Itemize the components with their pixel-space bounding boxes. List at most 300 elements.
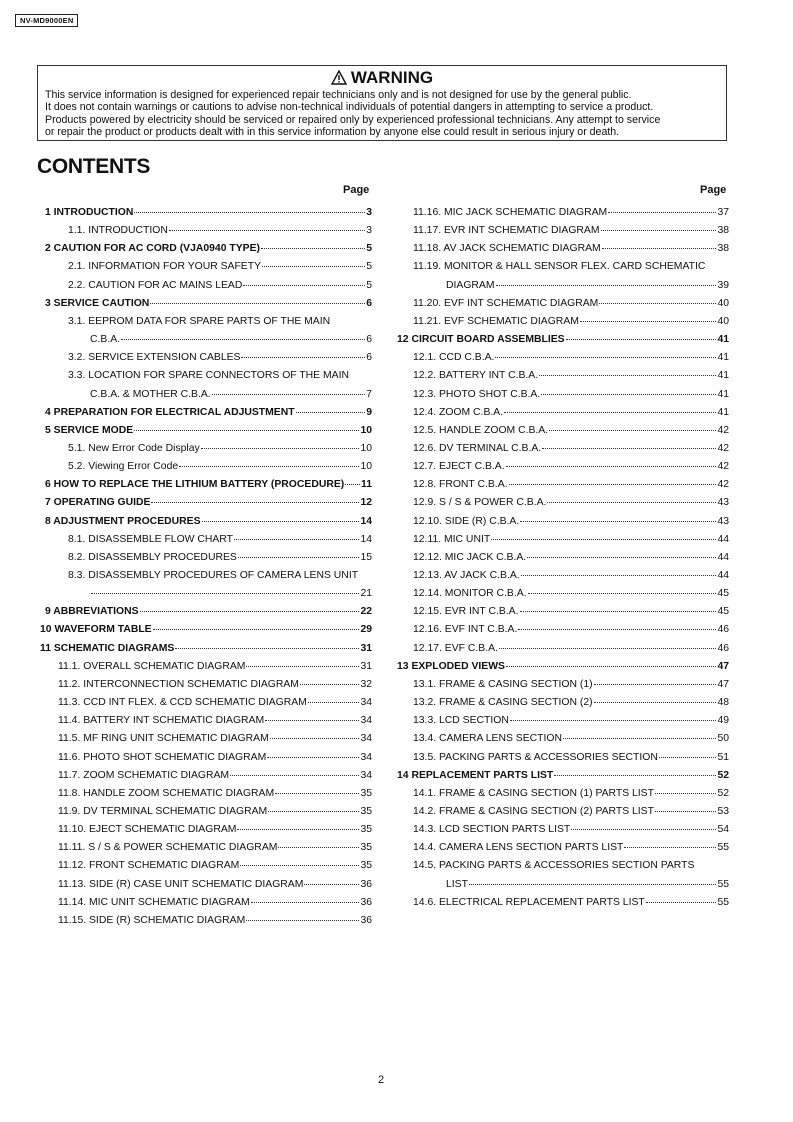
toc-entry-label: 11.19. MONITOR & HALL SENSOR FLEX. CARD SCHEMATIC bbox=[413, 261, 706, 273]
toc-entry-page: 35 bbox=[360, 787, 372, 799]
toc-leader-dots bbox=[499, 648, 717, 649]
toc-leader-dots bbox=[262, 266, 365, 267]
toc-entry-page: 34 bbox=[360, 733, 372, 745]
toc-entry-page: 42 bbox=[717, 461, 729, 473]
toc-entry-label: 12.13. AV JACK C.B.A. bbox=[413, 570, 520, 581]
toc-leader-dots bbox=[175, 648, 359, 649]
toc-entry[interactable] bbox=[58, 897, 372, 908]
toc-leader-dots bbox=[655, 793, 716, 794]
toc-entry-label: 5.1. New Error Code Display bbox=[68, 442, 200, 454]
toc-entry-label: 13.5. PACKING PARTS & ACCESSORIES SECTION bbox=[413, 751, 658, 763]
toc-entry-page: 21 bbox=[360, 588, 372, 600]
toc-entry-label: 12.7. EJECT C.B.A. bbox=[413, 461, 505, 473]
toc-entry[interactable] bbox=[68, 443, 372, 454]
toc-entry[interactable] bbox=[68, 280, 372, 291]
toc-entry[interactable] bbox=[45, 243, 372, 254]
toc-entry[interactable] bbox=[58, 915, 372, 926]
toc-entry[interactable] bbox=[413, 370, 729, 381]
toc-leader-dots bbox=[240, 865, 359, 866]
toc-entry-label: 12.12. MIC JACK C.B.A. bbox=[413, 551, 527, 563]
toc-leader-dots bbox=[134, 430, 359, 431]
toc-leader-dots bbox=[566, 339, 717, 340]
toc-entry-page: 34 bbox=[360, 751, 372, 763]
toc-entry-page: 47 bbox=[717, 678, 729, 690]
toc-entry[interactable] bbox=[413, 788, 729, 799]
toc-entry-label: 5 SERVICE MODE bbox=[45, 424, 134, 436]
toc-entry-page: 39 bbox=[717, 279, 729, 291]
toc-entry-label: 11.9. DV TERMINAL SCHEMATIC DIAGRAM bbox=[58, 805, 268, 817]
toc-entry-label: 12.9. S / S & POWER C.B.A. bbox=[413, 497, 547, 509]
toc-entry[interactable] bbox=[413, 461, 729, 472]
toc-entry-page: 50 bbox=[717, 733, 729, 745]
toc-entry-label: 11.11. S / S & POWER SCHEMATIC DIAGRAM bbox=[58, 842, 278, 854]
toc-entry-page: 45 bbox=[717, 588, 729, 600]
toc-entry[interactable] bbox=[413, 479, 729, 490]
toc-entry-page: 11 bbox=[361, 479, 372, 491]
toc-entry-page: 42 bbox=[717, 424, 729, 436]
toc-leader-dots bbox=[469, 884, 716, 885]
toc-leader-dots bbox=[539, 375, 716, 376]
toc-entry-page: 46 bbox=[717, 642, 729, 654]
page-number: 2 bbox=[378, 1074, 385, 1086]
toc-entry[interactable] bbox=[413, 588, 729, 599]
toc-leader-dots bbox=[608, 212, 716, 213]
toc-entry-label: 11.20. EVF INT SCHEMATIC DIAGRAM bbox=[413, 297, 599, 309]
toc-entry-page: 3 bbox=[366, 225, 372, 237]
toc-entry-label: 2.2. CAUTION FOR AC MAINS LEAD bbox=[68, 279, 243, 291]
toc-leader-dots bbox=[549, 430, 716, 431]
toc-entry[interactable] bbox=[413, 497, 729, 508]
toc-entry[interactable] bbox=[68, 261, 372, 272]
toc-leader-dots bbox=[345, 484, 360, 485]
toc-entry-page: 14 bbox=[360, 515, 372, 527]
toc-leader-dots bbox=[91, 593, 359, 594]
toc-leader-dots bbox=[624, 847, 716, 848]
toc-entry[interactable] bbox=[68, 552, 372, 563]
toc-entry[interactable] bbox=[413, 534, 729, 545]
toc-entry-page: 35 bbox=[360, 805, 372, 817]
toc-entry[interactable] bbox=[413, 624, 729, 635]
toc-entry-page: 34 bbox=[360, 769, 372, 781]
toc-leader-dots bbox=[659, 757, 717, 758]
toc-leader-dots bbox=[506, 466, 717, 467]
toc-entry-label: 11.5. MF RING UNIT SCHEMATIC DIAGRAM bbox=[58, 733, 269, 745]
toc-entry-page: 6 bbox=[366, 352, 372, 364]
toc-entry-page: 12 bbox=[360, 497, 372, 509]
toc-entry[interactable] bbox=[45, 606, 372, 617]
toc-entry-page: 52 bbox=[717, 787, 729, 799]
toc-leader-dots bbox=[496, 285, 717, 286]
toc-leader-dots bbox=[300, 684, 360, 685]
toc-leader-dots bbox=[510, 720, 717, 721]
toc-entry-page: 42 bbox=[717, 479, 729, 491]
toc-entry-label: 14.2. FRAME & CASING SECTION (2) PARTS LIST bbox=[413, 805, 654, 817]
toc-entry-page: 51 bbox=[717, 751, 729, 763]
toc-entry-label: 9 ABBREVIATIONS bbox=[45, 606, 139, 618]
toc-entry-page: 36 bbox=[360, 878, 372, 890]
toc-entry[interactable] bbox=[40, 624, 372, 635]
toc-entry-label: 12.8. FRONT C.B.A. bbox=[413, 479, 508, 491]
toc-leader-dots bbox=[554, 775, 716, 776]
toc-entry-label: 12.15. EVR INT C.B.A. bbox=[413, 606, 519, 618]
toc-entry-label: 14.3. LCD SECTION PARTS LIST bbox=[413, 824, 571, 836]
toc-entry-label: 12.5. HANDLE ZOOM C.B.A. bbox=[413, 424, 549, 436]
toc-entry[interactable] bbox=[397, 770, 729, 781]
toc-leader-dots bbox=[506, 666, 716, 667]
toc-leader-dots bbox=[296, 412, 366, 413]
toc-entry-label: C.B.A. & MOTHER C.B.A. bbox=[90, 388, 211, 400]
toc-entry-page: 34 bbox=[360, 715, 372, 727]
toc-entry-page: 53 bbox=[717, 805, 729, 817]
toc-entry[interactable] bbox=[58, 715, 372, 726]
toc-entry-label: 12.10. SIDE (R) C.B.A. bbox=[413, 515, 520, 527]
toc-leader-dots bbox=[518, 629, 716, 630]
toc-entry[interactable] bbox=[413, 225, 729, 236]
toc-entry-label: 8 ADJUSTMENT PROCEDURES bbox=[45, 515, 201, 527]
toc-entry-page: 44 bbox=[717, 551, 729, 563]
toc-entry-page: 5 bbox=[366, 243, 372, 255]
toc-entry[interactable] bbox=[58, 806, 372, 817]
toc-entry-page: 5 bbox=[366, 261, 372, 273]
toc-leader-dots bbox=[243, 285, 365, 286]
toc-leader-dots bbox=[655, 811, 716, 812]
toc-entry[interactable] bbox=[413, 733, 729, 744]
toc-entry-page: 44 bbox=[717, 570, 729, 581]
toc-entry[interactable] bbox=[413, 425, 729, 436]
toc-entry-label: 14.5. PACKING PARTS & ACCESSORIES SECTION PARTS bbox=[413, 860, 695, 872]
toc-entry-page: 9 bbox=[366, 406, 372, 418]
toc-leader-dots bbox=[594, 702, 717, 703]
toc-entry[interactable] bbox=[58, 879, 372, 890]
toc-entry[interactable] bbox=[413, 516, 729, 527]
toc-entry[interactable] bbox=[413, 860, 729, 871]
toc-entry-label: 11.4. BATTERY INT SCHEMATIC DIAGRAM bbox=[58, 715, 265, 727]
toc-entry[interactable] bbox=[45, 298, 372, 309]
toc-entry-label: 13.3. LCD SECTION bbox=[413, 715, 509, 727]
toc-leader-dots bbox=[547, 502, 716, 503]
toc-entry-label: 14.1. FRAME & CASING SECTION (1) PARTS LIST bbox=[413, 787, 654, 799]
toc-entry-label: 10 WAVEFORM TABLE bbox=[40, 624, 152, 636]
toc-entry-label: 6 HOW TO REPLACE THE LITHIUM BATTERY (PROCEDURE) bbox=[45, 479, 345, 491]
toc-entry-page: 41 bbox=[717, 334, 729, 346]
contents-title: CONTENTS bbox=[37, 155, 151, 178]
toc-entry[interactable] bbox=[90, 334, 372, 345]
toc-leader-dots bbox=[520, 521, 716, 522]
toc-leader-dots bbox=[308, 702, 360, 703]
toc-leader-dots bbox=[509, 484, 717, 485]
toc-leader-dots bbox=[599, 303, 716, 304]
toc-entry-page: 41 bbox=[717, 370, 729, 382]
toc-entry-page: 29 bbox=[360, 624, 372, 636]
toc-entry-label: LIST bbox=[446, 878, 468, 890]
toc-entry[interactable] bbox=[58, 697, 372, 708]
toc-leader-dots bbox=[495, 357, 716, 358]
toc-entry[interactable] bbox=[413, 407, 729, 418]
toc-leader-dots bbox=[246, 920, 359, 921]
toc-entry-page: 44 bbox=[717, 533, 729, 545]
toc-leader-dots bbox=[150, 303, 365, 304]
toc-entry-label: 12.11. MIC UNIT bbox=[413, 533, 491, 545]
toc-entry-label: 4 PREPARATION FOR ELECTRICAL ADJUSTMENT bbox=[45, 406, 295, 418]
toc-entry-page: 45 bbox=[717, 606, 729, 618]
toc-entry-page: 10 bbox=[360, 461, 372, 473]
toc-entry[interactable] bbox=[45, 479, 372, 490]
toc-entry[interactable] bbox=[413, 643, 729, 654]
toc-entry-label: 8.2. DISASSEMBLY PROCEDURES bbox=[68, 551, 237, 563]
toc-entry-page: 41 bbox=[717, 406, 729, 418]
toc-entry-page: 54 bbox=[717, 824, 729, 836]
toc-entry-page: 55 bbox=[717, 896, 729, 908]
toc-entry[interactable] bbox=[68, 316, 372, 327]
toc-leader-dots bbox=[602, 248, 717, 249]
toc-entry[interactable] bbox=[413, 824, 729, 835]
toc-entry-label: 12.17. EVF C.B.A. bbox=[413, 642, 498, 654]
warning-line: or repair the product or products dealt with in this service information by anyone else could result in serious injury or death. bbox=[45, 126, 620, 139]
toc-entry-label: 12.1. CCD C.B.A. bbox=[413, 352, 495, 364]
toc-entry-page: 36 bbox=[360, 896, 372, 908]
toc-entry-label: 1 INTRODUCTION bbox=[45, 207, 134, 218]
toc-entry[interactable] bbox=[413, 806, 729, 817]
right-page-header: Page bbox=[700, 184, 727, 196]
toc-entry-page: 35 bbox=[360, 824, 372, 836]
toc-entry-page: 38 bbox=[717, 243, 729, 255]
toc-entry-page: 6 bbox=[366, 297, 372, 309]
toc-entry[interactable] bbox=[413, 298, 729, 309]
toc-entry[interactable] bbox=[58, 788, 372, 799]
toc-entry-page: 49 bbox=[717, 715, 729, 727]
toc-leader-dots bbox=[304, 884, 359, 885]
toc-entry-label: 11.21. EVF SCHEMATIC DIAGRAM bbox=[413, 315, 579, 327]
toc-entry-label: 14.6. ELECTRICAL REPLACEMENT PARTS LIST bbox=[413, 896, 645, 908]
toc-leader-dots bbox=[265, 720, 359, 721]
toc-entry-label: 11.17. EVR INT SCHEMATIC DIAGRAM bbox=[413, 225, 600, 237]
toc-entry-page: 52 bbox=[717, 769, 729, 781]
toc-entry-page: 37 bbox=[717, 207, 729, 218]
toc-entry-label: 11.8. HANDLE ZOOM SCHEMATIC DIAGRAM bbox=[58, 787, 275, 799]
toc-entry-label: 11.12. FRONT SCHEMATIC DIAGRAM bbox=[58, 860, 240, 872]
toc-entry[interactable] bbox=[58, 860, 372, 871]
toc-entry[interactable] bbox=[90, 389, 372, 400]
toc-entry-page: 43 bbox=[717, 515, 729, 527]
toc-leader-dots bbox=[275, 793, 359, 794]
toc-leader-dots bbox=[230, 775, 359, 776]
toc-leader-dots bbox=[528, 593, 717, 594]
toc-leader-dots bbox=[594, 684, 717, 685]
toc-entry[interactable] bbox=[413, 207, 729, 218]
warning-box bbox=[37, 65, 727, 141]
toc-leader-dots bbox=[580, 321, 717, 322]
toc-entry[interactable] bbox=[68, 352, 372, 363]
toc-entry-page: 32 bbox=[360, 678, 372, 690]
toc-entry-label: 11.16. MIC JACK SCHEMATIC DIAGRAM bbox=[413, 207, 608, 218]
toc-leader-dots bbox=[541, 394, 716, 395]
toc-entry-page: 35 bbox=[360, 842, 372, 854]
toc-entry-page: 34 bbox=[360, 697, 372, 709]
toc-entry[interactable] bbox=[90, 588, 372, 599]
toc-entry[interactable] bbox=[446, 280, 729, 291]
toc-entry-page: 42 bbox=[717, 442, 729, 454]
warning-title bbox=[45, 68, 719, 88]
toc-entry-page: 41 bbox=[717, 352, 729, 364]
toc-entry-label: 11.14. MIC UNIT SCHEMATIC DIAGRAM bbox=[58, 896, 250, 908]
toc-entry[interactable] bbox=[413, 752, 729, 763]
toc-entry-page: 3 bbox=[366, 207, 372, 218]
toc-entry-page: 43 bbox=[717, 497, 729, 509]
toc-entry[interactable] bbox=[413, 261, 729, 272]
toc-entry-label: 13.2. FRAME & CASING SECTION (2) bbox=[413, 697, 593, 709]
toc-entry-label: 11.1. OVERALL SCHEMATIC DIAGRAM bbox=[58, 660, 246, 672]
toc-entry-label: 11 SCHEMATIC DIAGRAMS bbox=[40, 642, 175, 654]
toc-entry-label: 3 SERVICE CAUTION bbox=[45, 297, 150, 309]
toc-entry-page: 22 bbox=[360, 606, 372, 618]
toc-entry[interactable] bbox=[58, 752, 372, 763]
toc-entry[interactable] bbox=[397, 661, 729, 672]
toc-entry-label: 14.4. CAMERA LENS SECTION PARTS LIST bbox=[413, 842, 624, 854]
toc-entry-page: 38 bbox=[717, 225, 729, 237]
toc-entry[interactable] bbox=[413, 552, 729, 563]
toc-entry-page: 15 bbox=[360, 551, 372, 563]
toc-entry-label: 12.14. MONITOR C.B.A. bbox=[413, 588, 527, 600]
toc-entry-page: 46 bbox=[717, 624, 729, 636]
toc-entry[interactable] bbox=[413, 842, 729, 853]
toc-entry-page: 41 bbox=[717, 388, 729, 400]
toc-entry-page: 40 bbox=[717, 297, 729, 309]
toc-leader-dots bbox=[267, 757, 359, 758]
toc-entry-page: 31 bbox=[360, 660, 372, 672]
toc-entry-page: 5 bbox=[366, 279, 372, 291]
toc-entry[interactable] bbox=[40, 643, 372, 654]
toc-entry-page: 48 bbox=[717, 697, 729, 709]
toc-entry[interactable] bbox=[413, 443, 729, 454]
toc-entry[interactable] bbox=[413, 697, 729, 708]
toc-entry-label: 11.15. SIDE (R) SCHEMATIC DIAGRAM bbox=[58, 914, 246, 926]
toc-entry-label: 8.1. DISASSEMBLE FLOW CHART bbox=[68, 533, 233, 545]
toc-entry[interactable] bbox=[68, 570, 372, 581]
toc-entry-label: 13.1. FRAME & CASING SECTION (1) bbox=[413, 678, 593, 690]
toc-entry-label: 3.3. LOCATION FOR SPARE CONNECTORS OF THE MAIN bbox=[68, 370, 349, 382]
left-page-header: Page bbox=[343, 184, 370, 196]
toc-entry[interactable] bbox=[413, 715, 729, 726]
toc-leader-dots bbox=[491, 539, 716, 540]
toc-entry[interactable] bbox=[45, 207, 372, 218]
toc-leader-dots bbox=[140, 611, 360, 612]
toc-entry-page: 31 bbox=[360, 642, 372, 654]
toc-entry[interactable] bbox=[58, 733, 372, 744]
toc-leader-dots bbox=[278, 847, 359, 848]
toc-leader-dots bbox=[169, 230, 365, 231]
toc-entry-label: 2 CAUTION FOR AC CORD (VJA0940 TYPE) bbox=[45, 243, 260, 255]
toc-leader-dots bbox=[504, 412, 716, 413]
toc-leader-dots bbox=[268, 811, 359, 812]
toc-leader-dots bbox=[270, 738, 360, 739]
toc-leader-dots bbox=[521, 575, 717, 576]
toc-entry-label: 11.2. INTERCONNECTION SCHEMATIC DIAGRAM bbox=[58, 678, 299, 690]
toc-leader-dots bbox=[520, 611, 717, 612]
toc-entry[interactable] bbox=[413, 352, 729, 363]
toc-entry[interactable] bbox=[58, 679, 372, 690]
toc-entry-label: 13.4. CAMERA LENS SECTION bbox=[413, 733, 562, 745]
toc-entry[interactable] bbox=[413, 316, 729, 327]
warning-line: It does not contain warnings or cautions to advise non-technical individuals of potential dangers in attempting to service a product. bbox=[45, 101, 654, 114]
toc-entry[interactable] bbox=[68, 225, 372, 236]
warning-line: Products powered by electricity should be serviced or repaired only by experienced professional technicians. Any attempt to service bbox=[45, 113, 661, 126]
toc-leader-dots bbox=[601, 230, 717, 231]
toc-entry-label: 7 OPERATING GUIDE bbox=[45, 497, 151, 509]
toc-entry-label: 12.4. ZOOM C.B.A. bbox=[413, 406, 504, 418]
toc-entry[interactable] bbox=[413, 570, 729, 581]
toc-leader-dots bbox=[153, 629, 360, 630]
toc-entry-page: 14 bbox=[360, 533, 372, 545]
toc-entry[interactable] bbox=[397, 334, 729, 345]
toc-leader-dots bbox=[542, 448, 716, 449]
toc-leader-dots bbox=[237, 829, 359, 830]
toc-entry[interactable] bbox=[45, 407, 372, 418]
toc-entry-label: 11.18. AV JACK SCHEMATIC DIAGRAM bbox=[413, 243, 601, 255]
toc-entry[interactable] bbox=[446, 879, 729, 890]
toc-leader-dots bbox=[201, 448, 360, 449]
toc-entry-label: 11.10. EJECT SCHEMATIC DIAGRAM bbox=[58, 824, 237, 836]
toc-entry[interactable] bbox=[45, 516, 372, 527]
toc-leader-dots bbox=[246, 666, 359, 667]
toc-entry[interactable] bbox=[413, 243, 729, 254]
toc-entry-page: 10 bbox=[360, 424, 372, 436]
toc-entry[interactable] bbox=[413, 897, 729, 908]
toc-leader-dots bbox=[151, 502, 359, 503]
toc-entry-label: 12.3. PHOTO SHOT C.B.A. bbox=[413, 388, 541, 400]
toc-entry[interactable] bbox=[413, 389, 729, 400]
toc-entry[interactable] bbox=[68, 534, 372, 545]
toc-entry-page: 55 bbox=[717, 878, 729, 890]
toc-entry-page: 47 bbox=[717, 660, 729, 672]
toc-entry[interactable] bbox=[68, 370, 372, 381]
toc-entry-label: 11.3. CCD INT FLEX. & CCD SCHEMATIC DIAGRAM bbox=[58, 697, 307, 709]
toc-entry-page: 55 bbox=[717, 842, 729, 854]
toc-entry-page: 7 bbox=[366, 388, 372, 400]
toc-entry-label: 12.16. EVF INT C.B.A. bbox=[413, 624, 518, 636]
toc-entry-page: 6 bbox=[366, 334, 372, 346]
toc-entry-label: 5.2. Viewing Error Code bbox=[68, 461, 179, 473]
toc-entry[interactable] bbox=[413, 679, 729, 690]
toc-leader-dots bbox=[121, 339, 365, 340]
toc-entry[interactable] bbox=[58, 842, 372, 853]
toc-entry[interactable] bbox=[58, 770, 372, 781]
model-number: NV-MD9000EN bbox=[15, 14, 78, 27]
toc-leader-dots bbox=[234, 539, 359, 540]
toc-leader-dots bbox=[238, 557, 360, 558]
toc-entry[interactable] bbox=[68, 461, 372, 472]
toc-leader-dots bbox=[241, 357, 365, 358]
toc-entry-page: 10 bbox=[360, 442, 372, 454]
toc-leader-dots bbox=[202, 521, 360, 522]
toc-entry[interactable] bbox=[58, 824, 372, 835]
toc-leader-dots bbox=[179, 466, 359, 467]
toc-entry[interactable] bbox=[413, 606, 729, 617]
toc-entry-label: 8.3. DISASSEMBLY PROCEDURES OF CAMERA LENS UNIT bbox=[68, 570, 359, 581]
toc-entry-label: 12.2. BATTERY INT C.B.A. bbox=[413, 370, 539, 382]
toc-entry-label: 12 CIRCUIT BOARD ASSEMBLIES bbox=[397, 334, 565, 346]
toc-entry-label: 11.7. ZOOM SCHEMATIC DIAGRAM bbox=[58, 769, 230, 781]
toc-entry-label: 1.1. INTRODUCTION bbox=[68, 225, 168, 237]
warning-line: This service information is designed for experienced repair technicians only and is not designed for use by the general public. bbox=[45, 89, 632, 101]
warning-triangle-icon bbox=[331, 70, 347, 85]
toc-entry[interactable] bbox=[45, 425, 372, 436]
toc-leader-dots bbox=[527, 557, 716, 558]
toc-leader-dots bbox=[571, 829, 716, 830]
toc-entry[interactable] bbox=[45, 497, 372, 508]
toc-leader-dots bbox=[251, 902, 360, 903]
toc-entry[interactable] bbox=[58, 661, 372, 672]
toc-entry-label: DIAGRAM bbox=[446, 279, 495, 291]
